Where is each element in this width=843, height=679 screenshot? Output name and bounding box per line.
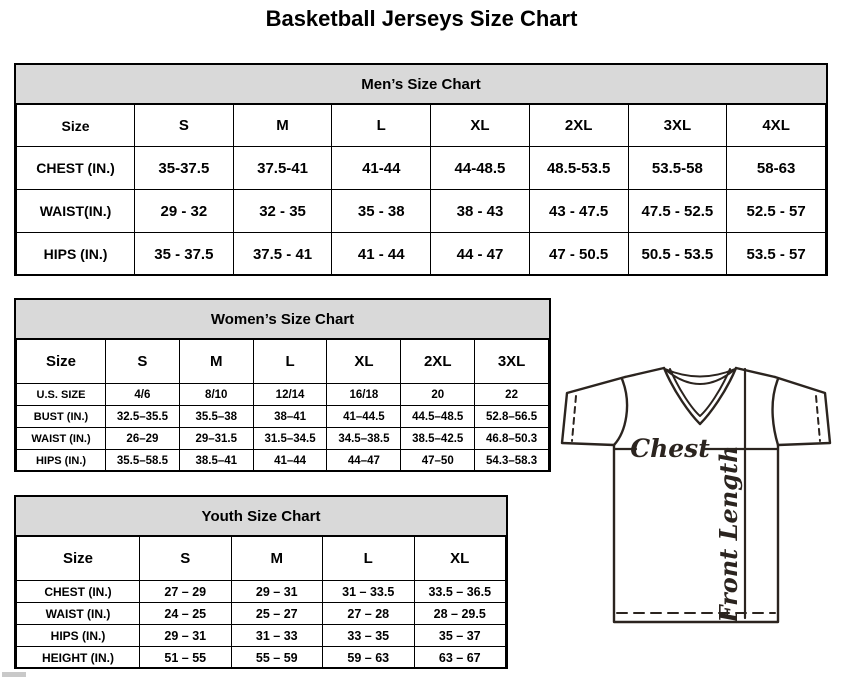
size-value-cell: 41 - 44 [332,233,431,276]
size-header-cell: L [253,340,327,384]
size-value-cell: 28 – 29.5 [414,603,506,625]
measurement-row-label: BUST (IN.) [17,406,106,428]
size-header-cell: XL [431,105,530,147]
size-value-cell: 48.5-53.5 [529,147,628,190]
size-header-cell: 2XL [401,340,475,384]
measurement-row [17,603,506,625]
measurement-row-label: WAIST(IN.) [17,190,135,233]
size-header-row [17,105,826,147]
chest-measure-label: Chest [630,434,710,463]
measurement-row-label: WAIST (IN.) [17,428,106,450]
size-value-cell: 47 - 50.5 [529,233,628,276]
jersey-measurement-diagram [558,362,843,674]
womens-chart-header: Women’s Size Chart [16,300,549,339]
youth-size-table [16,536,506,669]
measurement-row-label: WAIST (IN.) [17,603,140,625]
jersey-left-armhole [614,379,627,445]
measurement-row [17,647,506,669]
measurement-row [17,428,549,450]
size-value-cell: 63 – 67 [414,647,506,669]
size-value-cell: 35-37.5 [135,147,234,190]
measurement-row-label: HIPS (IN.) [17,625,140,647]
size-value-cell: 8/10 [179,384,253,406]
size-value-cell: 41-44 [332,147,431,190]
size-value-cell: 27 – 28 [323,603,415,625]
size-value-cell: 38–41 [253,406,327,428]
size-value-cell: 55 – 59 [231,647,323,669]
measurement-row [17,581,506,603]
size-value-cell: 54.3–58.3 [475,450,549,472]
size-value-cell: 53.5 - 57 [727,233,826,276]
youth-chart-header: Youth Size Chart [16,497,506,536]
size-header-cell: 3XL [628,105,727,147]
size-value-cell: 35.5–58.5 [106,450,180,472]
size-value-cell: 29 – 31 [231,581,323,603]
size-header-cell: 4XL [727,105,826,147]
womens-size-chart [14,298,551,472]
size-value-cell: 43 - 47.5 [529,190,628,233]
size-value-cell: 33 – 35 [323,625,415,647]
measurement-row [17,450,549,472]
measurement-row-label: HEIGHT (IN.) [17,647,140,669]
size-header-row [17,340,549,384]
size-value-cell: 38 - 43 [431,190,530,233]
measurement-row [17,233,826,276]
measurement-row [17,190,826,233]
size-value-cell: 47.5 - 52.5 [628,190,727,233]
size-value-cell: 29–31.5 [179,428,253,450]
size-value-cell: 52.8–56.5 [475,406,549,428]
size-header-cell: 3XL [475,340,549,384]
youth-size-chart [14,495,508,669]
size-value-cell: 44.5–48.5 [401,406,475,428]
size-value-cell: 32.5–35.5 [106,406,180,428]
measurement-row [17,625,506,647]
mens-size-chart [14,63,828,276]
size-value-cell: 20 [401,384,475,406]
size-value-cell: 35 - 38 [332,190,431,233]
size-value-cell: 29 – 31 [140,625,232,647]
size-value-cell: 4/6 [106,384,180,406]
measurement-row-label: U.S. SIZE [17,384,106,406]
size-header-cell: S [106,340,180,384]
size-value-cell: 37.5-41 [233,147,332,190]
size-value-cell: 46.8–50.3 [475,428,549,450]
size-value-cell: 31.5–34.5 [253,428,327,450]
size-value-cell: 35.5–38 [179,406,253,428]
size-value-cell: 52.5 - 57 [727,190,826,233]
size-header-cell: M [233,105,332,147]
size-header-cell: S [140,537,232,581]
jersey-collar-arc-1 [665,369,735,377]
size-value-cell: 35 - 37.5 [135,233,234,276]
mens-chart-header: Men’s Size Chart [16,65,826,104]
size-column-header: Size [17,105,135,147]
size-header-cell: XL [327,340,401,384]
scrollbar-fragment [2,672,26,677]
size-value-cell: 44 - 47 [431,233,530,276]
measurement-row-label: HIPS (IN.) [17,450,106,472]
size-value-cell: 41–44 [253,450,327,472]
size-value-cell: 24 – 25 [140,603,232,625]
jersey-left-cuff-dashed [572,396,576,441]
size-column-header: Size [17,340,106,384]
measurement-row-label: CHEST (IN.) [17,581,140,603]
size-value-cell: 35 – 37 [414,625,506,647]
size-value-cell: 37.5 - 41 [233,233,332,276]
measurement-row [17,406,549,428]
size-header-cell: M [179,340,253,384]
size-value-cell: 31 – 33 [231,625,323,647]
front-length-measure-label: Front Length [714,445,743,623]
size-value-cell: 59 – 63 [323,647,415,669]
size-value-cell: 16/18 [327,384,401,406]
size-value-cell: 22 [475,384,549,406]
size-header-cell: S [135,105,234,147]
measurement-row [17,147,826,190]
size-value-cell: 51 – 55 [140,647,232,669]
size-value-cell: 38.5–41 [179,450,253,472]
jersey-right-sleeve [775,377,830,445]
measurement-row [17,384,549,406]
page-title: Basketball Jerseys Size Chart [265,6,578,31]
size-value-cell: 12/14 [253,384,327,406]
size-header-row [17,537,506,581]
size-value-cell: 29 - 32 [135,190,234,233]
size-value-cell: 34.5–38.5 [327,428,401,450]
size-value-cell: 47–50 [401,450,475,472]
measurement-row-label: CHEST (IN.) [17,147,135,190]
jersey-body-outline [614,445,778,622]
measurement-row-label: HIPS (IN.) [17,233,135,276]
size-value-cell: 38.5–42.5 [401,428,475,450]
size-value-cell: 27 – 29 [140,581,232,603]
size-value-cell: 26–29 [106,428,180,450]
size-value-cell: 58-63 [727,147,826,190]
mens-size-table [16,104,826,276]
jersey-left-sleeve [562,377,625,445]
size-value-cell: 31 – 33.5 [323,581,415,603]
size-header-cell: M [231,537,323,581]
size-value-cell: 33.5 – 36.5 [414,581,506,603]
size-column-header: Size [17,537,140,581]
size-value-cell: 44-48.5 [431,147,530,190]
size-value-cell: 50.5 - 53.5 [628,233,727,276]
womens-size-table [16,339,549,472]
jersey-right-armhole [773,379,778,445]
size-header-cell: L [332,105,431,147]
size-header-cell: 2XL [529,105,628,147]
size-header-cell: XL [414,537,506,581]
jersey-right-cuff-dashed [816,396,820,441]
size-value-cell: 25 – 27 [231,603,323,625]
size-value-cell: 41–44.5 [327,406,401,428]
size-value-cell: 32 - 35 [233,190,332,233]
size-value-cell: 53.5-58 [628,147,727,190]
size-header-cell: L [323,537,415,581]
size-value-cell: 44–47 [327,450,401,472]
